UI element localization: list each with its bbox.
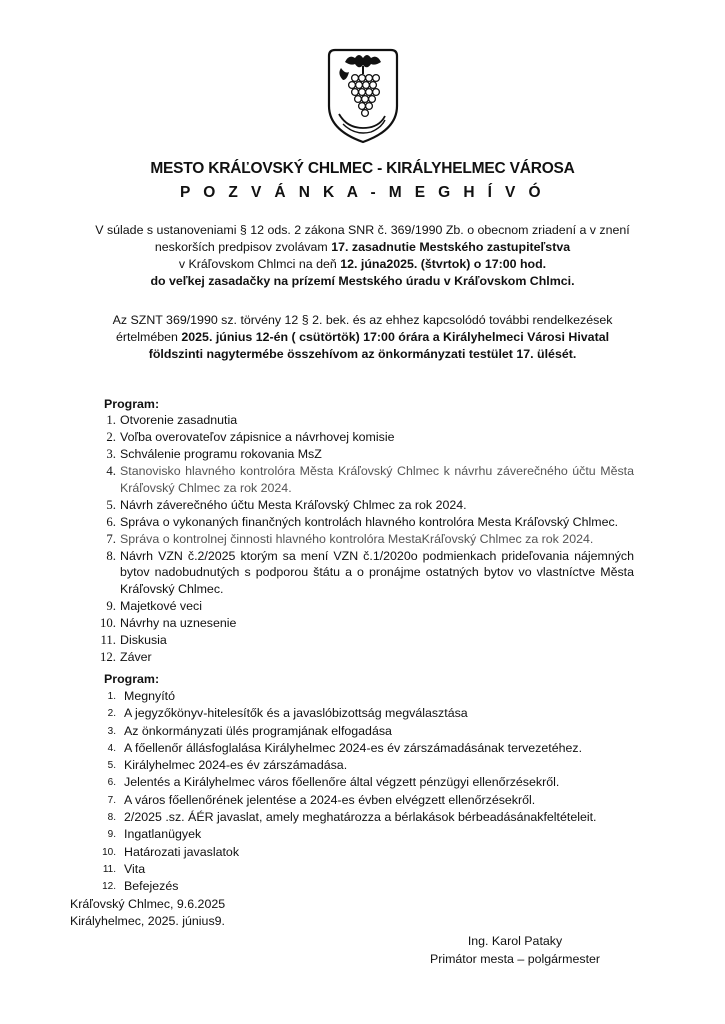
list-item-number: 7. bbox=[106, 531, 116, 546]
list-item-number: 9. bbox=[107, 829, 116, 841]
list-item bbox=[104, 774, 634, 791]
program-hu-heading: Program: bbox=[104, 672, 160, 686]
intro-hu-bold: 2025. június 12-én ( csütörtök) 17:00 órára a Királyhelmeci Városi Hivatal bbox=[181, 330, 610, 344]
list-item-number: 6. bbox=[106, 514, 116, 529]
list-item-number: 10. bbox=[100, 615, 116, 630]
list-item bbox=[104, 826, 634, 843]
list-item-number: 9. bbox=[106, 598, 116, 613]
list-item-number: 3. bbox=[107, 725, 116, 737]
list-item bbox=[104, 878, 634, 895]
list-item bbox=[104, 412, 634, 429]
list-item-text: A főellenőr állásfoglalása Királyhelmec 2024-es év zárszámadásának tervezetéhez. bbox=[124, 740, 583, 755]
list-item-number: 2. bbox=[107, 708, 116, 720]
intro-sk-bold: 12. júna2025. (štvrtok) o 17:00 hod. bbox=[340, 257, 547, 271]
program-hu-list bbox=[104, 688, 634, 896]
list-item bbox=[104, 463, 634, 496]
coat-of-arms-icon bbox=[325, 44, 401, 146]
list-item bbox=[104, 688, 634, 705]
intro-paragraph-hu bbox=[50, 312, 675, 363]
list-item-number: 3. bbox=[106, 447, 116, 461]
program-sk-list bbox=[100, 412, 634, 666]
intro-sk-text: v Kráľovskom Chlmci na deň bbox=[178, 257, 341, 271]
list-item bbox=[104, 446, 634, 463]
list-item bbox=[100, 632, 634, 649]
intro-sk-line: do veľkej zasadačky na prízemí Mestského úradu v Kráľovskom Chlmci. bbox=[150, 274, 575, 288]
list-item bbox=[100, 615, 634, 632]
list-item-number: 10. bbox=[102, 846, 116, 858]
list-item bbox=[104, 740, 634, 757]
list-item-number: 6. bbox=[107, 777, 116, 789]
list-item-text: Határozati javaslatok bbox=[124, 844, 240, 859]
list-item-text: Záver bbox=[120, 649, 152, 664]
list-item bbox=[104, 548, 634, 598]
list-item-text: Vita bbox=[124, 861, 146, 876]
signer-title: Primátor mesta – polgármester bbox=[429, 952, 601, 966]
list-item-text: A jegyzőkönyv-hitelesítők és a javaslóbizottság megválasztása bbox=[124, 706, 468, 721]
list-item-text: Stanovisko hlavného kontrolóra Města Kráľovský Chlmec k návrhu záverečného účtu Města Kráľovský Chlmec za rok 2024. bbox=[120, 464, 634, 495]
list-item bbox=[104, 598, 634, 615]
program-sk-heading: Program: bbox=[104, 397, 160, 411]
page-title: MESTO KRÁĽOVSKÝ CHLMEC - KIRÁLYHELMEC VÁROSA bbox=[150, 160, 575, 177]
list-item-text: Schválenie programu rokovania MsZ bbox=[120, 447, 322, 461]
list-item-text: Správa o vykonaných finančných kontrolách hlavného kontrolóra Mesta Kráľovský Chlmec. bbox=[120, 514, 619, 529]
list-item-number: 5. bbox=[107, 760, 116, 772]
list-item-number: 2. bbox=[106, 430, 116, 444]
list-item bbox=[104, 757, 634, 774]
list-item-text: Jelentés a Királyhelmec város főellenőre által végzett pénzügyi ellenőrzésekről. bbox=[124, 775, 560, 790]
list-item-text: Voľba overovateľov zápisnice a návrhovej komisie bbox=[120, 430, 395, 444]
intro-paragraph-sk bbox=[50, 222, 675, 290]
list-item-number: 11. bbox=[102, 863, 116, 875]
list-item-text: Návrh VZN č.2/2025 ktorým sa mení VZN č.1/2020o podmienkach prideľovania nájemných bytov nadobudnutých s podporou štátu a o pronájme ostatných bytov vo vlastníctve Města Kráľovský Chlmec. bbox=[120, 548, 634, 596]
intro-hu-line: földszinti nagytermébe összehívom az önkormányzati testület 17. ülését. bbox=[148, 347, 577, 361]
intro-hu-line: Az SZNT 369/1990 sz. törvény 12 § 2. bek. és az ehhez kapcsolódó további rendelkezések bbox=[112, 313, 613, 327]
intro-sk-text: neskorších predpisov zvolávam bbox=[154, 240, 332, 254]
list-item bbox=[104, 705, 634, 722]
signature-block bbox=[410, 932, 620, 968]
intro-sk-bold: 17. zasadnutie Mestského zastupiteľstva bbox=[331, 240, 571, 254]
list-item-text: A város főellenőrének jelentése a 2024-es évben elvégzett ellenőrzésekről. bbox=[124, 792, 536, 807]
list-item-number: 8. bbox=[106, 548, 116, 563]
list-item bbox=[104, 531, 634, 548]
list-item-text: Návrh záverečného účtu Mesta Kráľovský Chlmec za rok 2024. bbox=[120, 497, 467, 512]
page-subtitle: P O Z V Á N K A - M E G H Í V Ó bbox=[180, 184, 545, 201]
list-item bbox=[104, 792, 634, 809]
list-item-text: 2/2025 .sz. ÁÉR javaslat, amely meghatározza a bérlakások bérbeadásánakfeltételeit. bbox=[124, 810, 597, 825]
list-item-text: Návrhy na uznesenie bbox=[120, 615, 237, 630]
intro-sk-line bbox=[50, 239, 675, 256]
list-item bbox=[104, 844, 634, 861]
place-date-sk: Kráľovský Chlmec, 9.6.2025 bbox=[70, 897, 226, 911]
signer-name: Ing. Karol Pataky bbox=[467, 934, 563, 948]
list-item-text: Ingatlanügyek bbox=[124, 827, 202, 842]
list-item-text: Befejezés bbox=[124, 879, 179, 894]
list-item-text: Majetkové veci bbox=[120, 598, 202, 613]
list-item bbox=[104, 723, 634, 740]
list-item-number: 12. bbox=[100, 649, 116, 664]
place-date-block bbox=[70, 896, 225, 930]
list-item-number: 1. bbox=[107, 691, 116, 702]
list-item-text: Megnyító bbox=[124, 689, 175, 703]
list-item bbox=[104, 809, 634, 826]
list-item bbox=[104, 429, 634, 446]
list-item-number: 4. bbox=[107, 742, 116, 754]
intro-hu-line bbox=[50, 329, 675, 346]
list-item bbox=[104, 861, 634, 878]
list-item-number: 8. bbox=[107, 812, 116, 824]
list-item-text: Az önkormányzati ülés programjának elfogadása bbox=[124, 723, 392, 738]
list-item-number: 7. bbox=[107, 794, 116, 806]
list-item-text: Otvorenie zasadnutia bbox=[120, 413, 238, 427]
intro-sk-line bbox=[50, 256, 675, 273]
list-item-number: 4. bbox=[106, 464, 116, 478]
place-date-hu: Királyhelmec, 2025. június9. bbox=[70, 914, 225, 928]
intro-hu-text: értelmében bbox=[115, 330, 182, 344]
list-item-number: 12. bbox=[102, 881, 116, 893]
list-item bbox=[104, 514, 634, 531]
list-item-number: 5. bbox=[106, 497, 116, 512]
list-item bbox=[104, 497, 634, 514]
list-item bbox=[100, 649, 634, 666]
list-item-number: 1. bbox=[106, 413, 116, 427]
list-item-number: 11. bbox=[100, 632, 116, 647]
list-item-text: Diskusia bbox=[120, 632, 167, 647]
list-item-text: Királyhelmec 2024-es év zárszámadása. bbox=[124, 758, 348, 773]
intro-sk-line: V súlade s ustanoveniami § 12 ods. 2 zákona SNR č. 369/1990 Zb. o obecnom zriadení a v znení bbox=[95, 223, 630, 237]
list-item-text: Správa o kontrolnej činnosti hlavného kontrolóra MestaKráľovský Chlmec za rok 2024. bbox=[120, 531, 594, 546]
